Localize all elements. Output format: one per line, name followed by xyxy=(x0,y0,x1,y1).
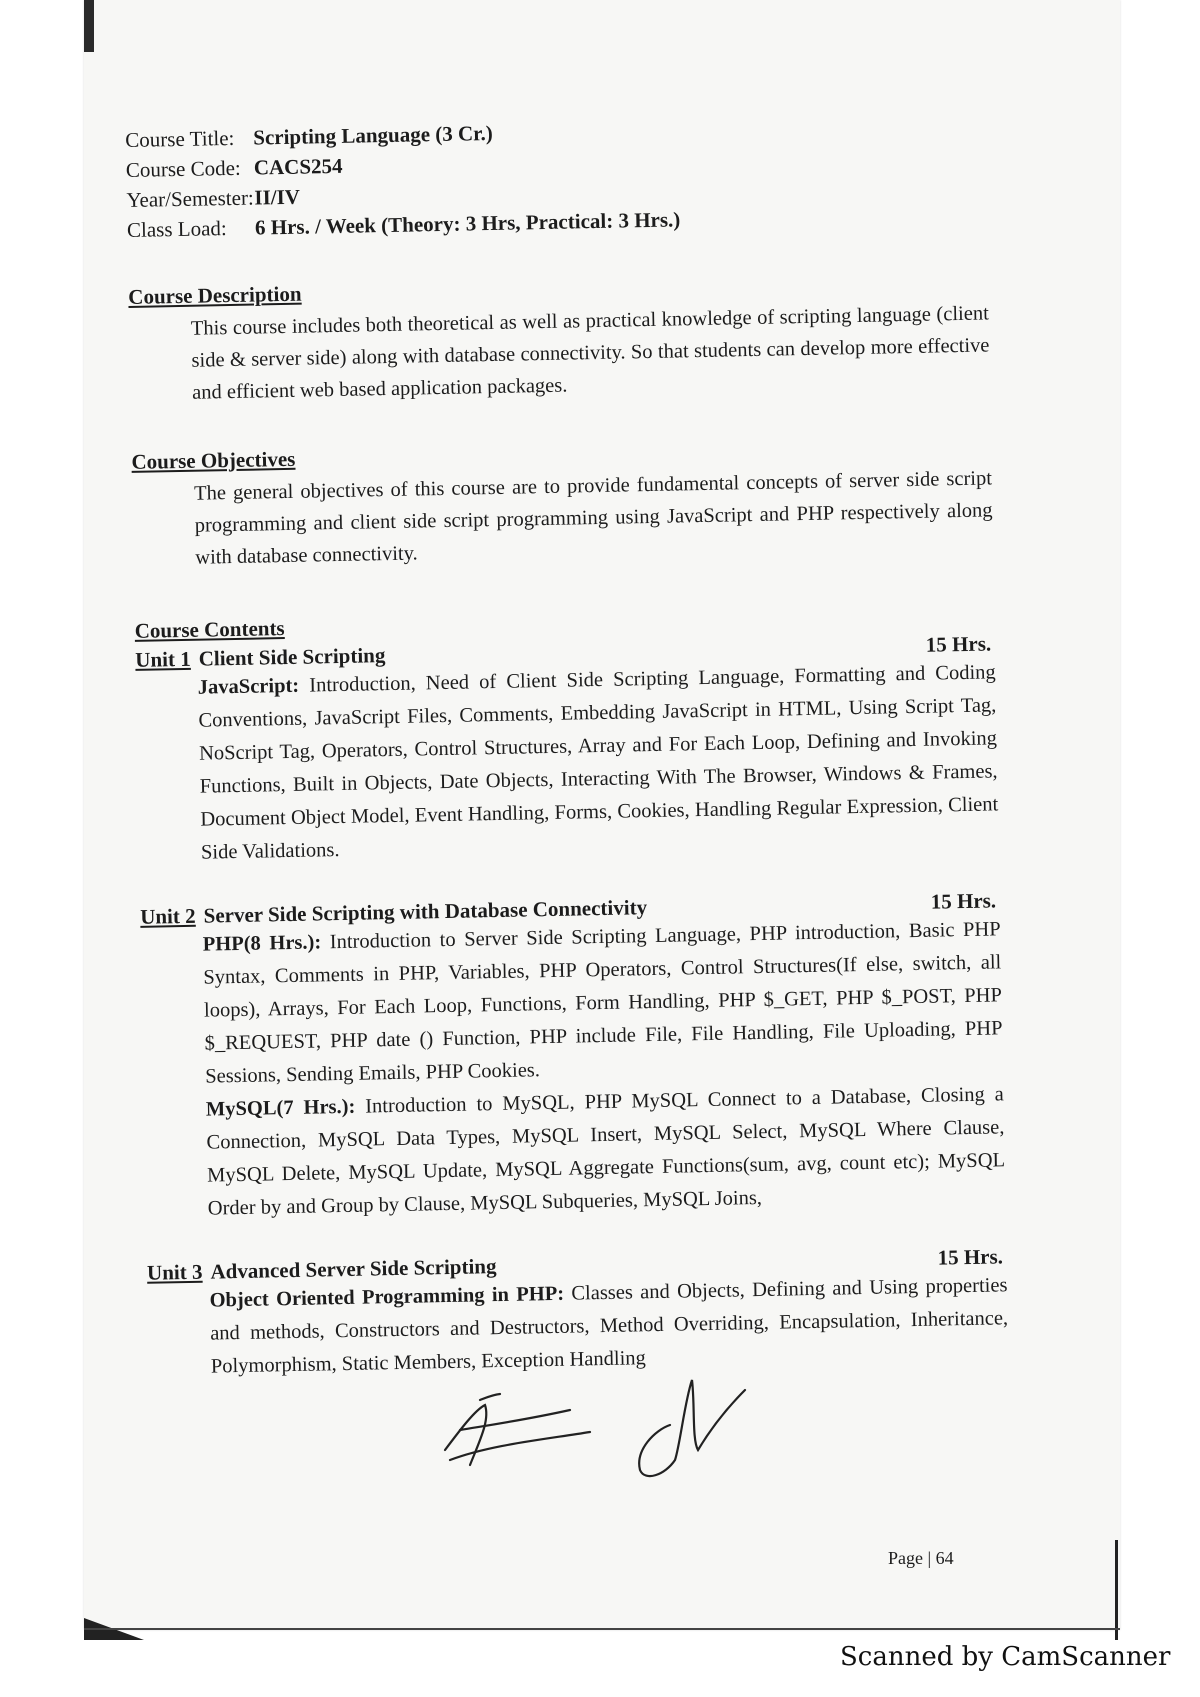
meta-label: Course Title: xyxy=(125,125,235,152)
unit-number: Unit 3 xyxy=(146,1259,203,1285)
topic-text: Classes and Objects, Defining and Using properties and methods, Constructors and Destructors, Method Overriding, Encapsulation, Inheritance, Polymorphism, Static Members, Exception Handling xyxy=(210,1274,1009,1378)
signature-left xyxy=(445,1394,590,1465)
meta-label: Year/Semester: xyxy=(126,185,254,212)
topic-text: Introduction to Server Side Scripting Language, PHP introduction, Basic PHP Syntax, Comments in PHP, Variables, PHP Operators, Control Structures(If else, switch, all loops), Arrays, For Each Loop, Functions, Form Handling, PHP $_GET, PHP $_POST, PHP $_REQUEST, PHP date () Function, PHP include File, File Handling, File Uploading, PHP Sessions, Sending Emails, PHP Cookies. xyxy=(203,918,1003,1088)
unit-topic-block xyxy=(206,1078,1006,1225)
unit-number: Unit 1 xyxy=(135,646,191,672)
topic-label: Object Oriented Programming in PHP: xyxy=(209,1282,565,1312)
unit-body xyxy=(202,913,1006,1225)
page-edge-mark xyxy=(1115,1540,1118,1640)
course-description-heading: Course Description xyxy=(128,281,302,309)
scanner-watermark: Scanned by CamScanner xyxy=(840,1642,1171,1672)
unit-number: Unit 2 xyxy=(139,903,196,929)
unit-hours: 15 Hrs. xyxy=(930,888,997,914)
meta-label: Course Code: xyxy=(125,155,241,182)
unit-topic-block xyxy=(209,1269,1009,1383)
unit-2 xyxy=(140,888,1006,1226)
meta-value: 6 Hrs. / Week (Theory: 3 Hrs, Practical: 3 Hrs.) xyxy=(254,207,681,240)
unit-body xyxy=(198,656,1000,869)
unit-3 xyxy=(147,1244,1009,1384)
meta-label: Class Load: xyxy=(126,216,227,242)
unit-topic-block xyxy=(202,913,1003,1093)
unit-title: Client Side Scripting xyxy=(198,643,386,671)
course-description-text: This course includes both theoretical as well as practical knowledge of scripting language (client side & server side) along with database connectivity. So that students can develop more effective and efficient web based application packages. xyxy=(190,302,990,404)
topic-text: Introduction to MySQL, PHP MySQL Connect to a Database, Closing a Connection, MySQL Data Types, MySQL Insert, MySQL Select, MySQL Where Clause, MySQL Delete, MySQL Update, MySQL Aggregate Functions(sum, avg, count etc); MySQL Order by and Group by Clause, MySQL Subqueries, MySQL Joins, xyxy=(206,1083,1006,1220)
topic-label: PHP(8 Hrs.): xyxy=(202,931,322,956)
topic-label: JavaScript: xyxy=(197,674,300,699)
course-objectives-text: The general objectives of this course are to provide fundamental concepts of server side script programming and client side script programming using JavaScript and PHP respectively along with database connectivity. xyxy=(193,467,993,569)
course-contents-heading: Course Contents xyxy=(134,616,285,643)
topic-label: MySQL(7 Hrs.): xyxy=(205,1095,356,1121)
signature-right xyxy=(639,1380,745,1476)
meta-value: II/IV xyxy=(254,184,301,210)
signatures xyxy=(430,1370,870,1490)
topic-text: Introduction, Need of Client Side Scripting Language, Formatting and Coding Conventions, JavaScript Files, Comments, Embedding JavaScript in HTML, Using Script Tag, NoScript Tag, Operators, Control Structures, Array and For Each Loop, Defining and Invoking Functions, Built in Objects, Date Objects, Interacting With The Browser, Windows & Frames, Document Object Model, Event Handling, Forms, Cookies, Handling Regular Expression, Client Side Validations. xyxy=(198,661,999,864)
meta-value: CACS254 xyxy=(253,153,343,180)
unit-title: Server Side Scripting with Database Connectivity xyxy=(203,895,648,928)
unit-1 xyxy=(135,631,999,870)
unit-title: Advanced Server Side Scripting xyxy=(210,1254,497,1284)
unit-hours: 15 Hrs. xyxy=(925,631,992,657)
meta-value: Scripting Language (3 Cr.) xyxy=(253,120,494,150)
page-number: Page | 64 xyxy=(888,1548,954,1568)
course-meta xyxy=(125,108,987,244)
unit-body xyxy=(209,1269,1009,1383)
unit-hours: 15 Hrs. xyxy=(937,1244,1004,1270)
page-bottom-edge xyxy=(84,1628,1120,1630)
page-edge-shadow xyxy=(84,0,94,52)
syllabus-content xyxy=(125,108,1009,1384)
unit-topic-block xyxy=(198,656,1000,869)
course-objectives-heading: Course Objectives xyxy=(131,446,296,474)
